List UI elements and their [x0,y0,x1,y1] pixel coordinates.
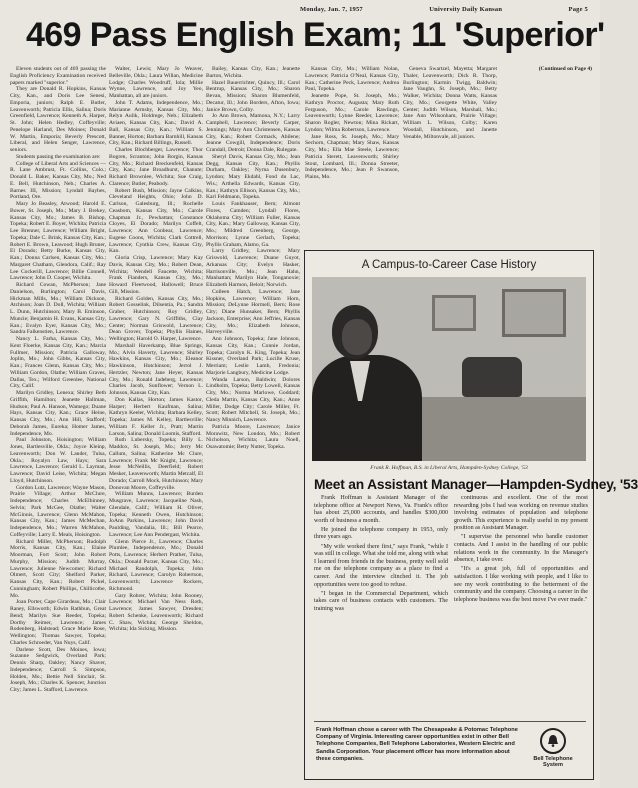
ad-headline: Meet an Assistant Manager—Hampden-Sydney, '53 [314,477,638,492]
article-paragraph: Don Kallas, Horton; James Kastor, Harper; Herbert Kaufman, Salina; Kathryn Keeler, Wichita; Barbara Kelley, Topeka; James M. Kelley, Bartlesville; William F. Keller Jr., Pratt; Martin Larson, Salina; Donald Loomis, Stafford. [109,396,203,437]
ad-footer-text: Frank Hoffman chose a career with The Chesapeake & Potomac Telephone Company of Virginia. Interesting career opportunities exist in other Bell Telephone Companies, Bell Telephone Laboratories, Western Electric and Sandia Corporation. Your placement officer has more information about these companies. [316,727,518,762]
article-paragraph: Mary Jo Beasley, Atwood; Harold E. Bower, St. Joseph, Mo.; Mary J. Brekey, Kansas City, Mo.; James B. Bishop, Topeka; Robert E. Boyer, Wichita; Patricia Lee Brenner, Lawrence; William Bright, Topeka; Dale C. Brink, Kansas City, Kan.; Robert E. Brown, Leawood; Hugh Bruner, El Dorado; Betty Burke, Kansas City, Kan.; Donna Carlsen, Kansas City, Mo.; Margaret Chatham, Glendora, Calif.; Ray Lee Cockerill, Lawrence; Billie Connell, Lawrence; John D. Cooper, Wichita. [10,201,106,282]
ad-paragraph: "It's a great job, full of opportunities and satisfaction. I like working with people, and I like to see my work contributing to the betterment of the community and the company. Choosing a career in the telephone business was the best move I've ever made." [454,566,588,603]
photo-caption: Frank R. Hoffman, B.S. in Liberal Arts, Hampden-Sydney College, '53 [370,465,528,471]
article-paragraph: Joan Porter, Cape Girardeau, Mo.; Clair Raney, Ellsworth; Edwin Rathbun, Great Bend; Marilyn Sue Reeder, Topeka; Dorthy Reimer, Lawrence; James Rodenberg, Halstead; Grace Marie Rose, Wellington; Thomas Sawyer, Topeka; Charles Schroeder, Van Nuys, Calif. [10,599,106,646]
article-paragraph: Ann Johnson, Topeka; Jane Johnson, Kansas City, Kan.; Connie Jordan, Topeka; Carolyn K. King, Topeka; Jean Kissner, Overland Park; Lucille Kruse, Merriam; Leslie Lamb, Fredonia; Marjorie Langbury, Medicine Lodge. [206,336,300,376]
ad-paragraph: continuous and excellent. One of the most rewarding jobs I had was working on revenue studies involving estimates of population and telephone growth. This experience is really useful in my present position as Assistant Manager. [454,495,588,532]
telephone-icon [462,357,522,397]
article-paragraph: Patricia Moore, Lawrence; Janice Morawitz, New London, Mo.; Robert Nicholson, Wichita; Laura Noell, Osawatomie; Betty Nutter, Topeka. [206,423,300,450]
ad-paragraph: "My wife worked there first," says Frank, "while I was still in college. What she told me, along with what I learned from friends in the business, pretty well sold me on the telephone company as a place to find a career. And the interview clinched it. The job opportunities were too good to refuse. [314,543,448,588]
portrait-photo [312,277,586,461]
article-paragraph: Glenn Pierce Jr., Lawrence; Charles Plumlee, Independence, Mo.; Donald Potts, Lawrence; Herbert Prather, Tulsa, Okla.; Donald Purzer, Kansas City, Mo.; Michael Randolph, Topeka; John Richard, Lawrence; Carolyn Robertson, Leavenworth; Lawrence Rockers, Richmond. [109,538,203,592]
article-column-5 [403,66,497,246]
ad-body-left [314,495,448,717]
article-column-2 [109,66,203,778]
article-paragraph: Jeanette Pope, St. Joseph, Mo.; Kathryn Proctor, Augusta; Mary Ruth Ferguson, Mo.; Carole Rawlings, Leavenworth; Lynne Reeder, Lawrence; Sharon Rogler, Newton; Mina Rickart, Lyndon; Wilma Robertson, Lawrence. [305,93,399,133]
ad-paragraph: Frank Hoffman is Assistant Manager of the telephone office at Newport News, Va. Frank's office has about 25,000 accounts, and handles $300,000 worth of business a month. [314,495,448,524]
article-paragraph: Bailey, Kansas City, Kan.; Jeanette Barton, Wichita. [206,66,300,79]
article-paragraph: Hazel Bauerrichter, Quincy, Ill.; Carol Bentrup, Kansas City, Mo.; Sharon Bevan, Mission; Sharon Blumenfeld, Decatur, Ill.; John Borders, Afton, Iowa; Janice Brown, Colby. [206,79,300,113]
paper-name: University Daily Kansan [429,6,503,13]
ad-paragraph: "I supervise the personnel who handle customer contacts. And I assist in the handling of our public relations work in the community. In the Manager's absence, I take over. [454,534,588,564]
article-column-6 [500,66,592,246]
article-paragraph: Richard Miller, McPherson; Rudolph Morris, Kansas City, Kan.; Elaine Moorman, Fort Scott; John Robert Murphy, Mission; Judith Murray, Lawrence; Julienne Newcomer; Richard Olmert, Scott City; Shelford Parker, Kansas City, Kan.; Robert Pickel, Cunningham; Robert Phillips, Chillicothe, Mo. [10,538,106,599]
issue-date: Monday, Jan. 7, 1957 [300,6,363,13]
article-paragraph: Eleven students out of 469 passing the English Proficiency Examination received papers marked "superior." [10,66,106,86]
ad-paragraph: "I began in the Commercial Department, which takes care of business contacts with customers. The training was [314,590,448,612]
article-paragraph: Gloria Crisp, Lawrence; Mary Kay Davis, Kansas City, Mo.; Robert Dean, Wichita; Wendell Faucette, Wichita; Frank Flanders, Kansas City, Mo.; Howard Fleetwood, Hallowell; Bruce Gill, Mission. [109,255,203,295]
article-paragraph: Gordon Lutz, Lawrence; Wayne Mason, Prairie Village; Arthur McClure, Independence; Charles McElhinney, Selvin; Park McGee, Olathe; Walter McGinnis, Lawrence; Glenn McMahon, Kansas City, Kan.; James McMechan, Independence, Mo.; Warren McMahon, Coffeyville; Larry E. Meals, Hoisington. [10,484,106,538]
ad-title: A Campus-to-Career Case History [361,259,537,271]
article-paragraph: John T. Adams, Independence, Mo.; Marianne Armsby, Kansas City, Mo.; Relyn Aulik, Holdrege, Neb.; Elizabeth Aviaen, Kansas City, Kan.; David A. Ball, Kansas City, Kan.; William S. Banner, Horton; Barbara Barnhill, Kansas City, Kan.; Richard Billings, Russell. [109,99,203,147]
article-paragraph: Walter, Lewis; Mary Jo Weaver, Belleville, Okla.; Laura Willan, Medicine Lodge; Charles Woodruff, Iola; Millie Wynne, Lawrence, and Joy Yeo, Manhattan, all are juniors. [109,66,203,99]
article-paragraph: Gary Rohrer, Wichita; John Rooney, Lawrence; Michael Van Ness Roth, Lawrence; James Sawyer, Dresden; Robert Schenke, Leavenworth; Richard C. Shaw, Wichita; George Sheldon, Wichita; Ida Sicking, Mission. [109,592,203,633]
wall-picture [432,295,476,331]
article-paragraph: Marilyn Gridley, Lenexa; Shirley Beth Griffith, Hamilton; Jeanette Hallman, Hudson; Paul A. Hanson, Wamego; Duane Hays, Kansas City, Kan.; Grace Heine, Kansas City, Mo.; Ann Hill, Stafford; Deborah James, Eureka; Homer James, Independence, Mo. [10,390,106,437]
article-paragraph: William Munns, Lawrence; Burden Musgrave, Lawrence; Jacqueline Nash, Glendale, Calif.; William H. Oliver, Topeka; Kenneth Owen, Hutchinson; JoAnn Parkins, Lawrence; John David Paulding, Vandalia, Ill.; Bill Pearce, Lawrence; Lee Ann Pendergast, Wichita. [109,491,203,538]
bell-system-logo [526,728,580,769]
article-paragraph: Paul Johnston, Hoisington; William Jones, Bartlesville, Okla.; Joyce Kleinp, Leavenworth; Don W. Lander, Tulsa, Okla.; Royalyn Law, Hays; Sara Lawrence, Lawrence; Gerald L. Layman, Lawrence; David Leise, Wichita; Megan Lloyd, Hutchinson. [10,437,106,484]
bell-icon [540,728,566,754]
article-paragraph: Jane Ross, St. Joseph, Mo.; Mary Sechorn, Chapman; Mary Shaw, Kansas City, Mo.; Ella Mae Steele, Lawrence; Patricia Sterett, Leavenworth; Shirley Stout, Lombard, Ill.; Donna Streeter, Independence, Mo.; Jean P. Swanson, Plains, Mo. [305,133,399,180]
article-paragraph: Sheryl Davis, Kansas City, Mo.; Jean Degg, Kansas City, Kan.; Phyllis Durham, Oakley; Nyrna Dusenbury, Lyndon; Mary Ekdahl, Fond du Lac, Wis.; Arthella Edwards, Kansas City, Kan.; Kathryn Ellison, Kansas City, Mo.; Karl Feldmann, Topeka. [206,153,300,201]
article-paragraph: Nancy L. Farha, Kansas City, Mo.; Kent Floerke, Kansas City, Kan.; Marcia Fullmer, Mission; Patricia Galloway, Joplin, Mo.; John Gibbs, Kansas City, Kan.; Frances Glenn, Kansas City, Mo.; William Gordon, Olathe; William Graves, Dallas, Tex.; Wilford Greenlee, National City, Calif. [10,336,106,390]
bell-telephone-advertisement [304,250,638,780]
ad-paragraph: He joined the telephone company in 1953, only three years ago. [314,526,448,541]
article-paragraph: Louis Fankhauser, Bern; Almont Flores, Camden; Lyndall Flores, Oklahoma City; William Fuller, Kansas City, Kan.; Mary Galloway, Kansas City, Mo.; Mildred Greenberg, George, Morrison; Lynne Gerlach, Topeka; Phyllis Graham, Alamo, Ga. [206,201,300,248]
page-headline: 469 Pass English Exam; 11 'Superior' [26,16,605,54]
running-head [300,6,588,13]
article-paragraph: Marshall Haverkamp, Blue Springs, Mo.; Alvin Haverty, Lawrence; Shirley Hawkins, Kansas City, Mo.; Eleanor Hawkinson, Hutchinson; Jerrol J. Hertzler, Newton; Jane Heyer, Kansas City, Mo.; Ronald Jadeberg, Lawrence; Charles Jacob, Sunflower; Vernon L. Johnson, Kansas City, Kan. [109,342,203,396]
article-paragraph: Ruth Lubersky, Topeka; Billy L. Maddox, St. Joseph, Mo.; Jerry Mc Callum, Salina; Katherine Mc Clure, Lawrence; Frank Mc Knight, Lawrence; Jesse McNeillis, Deerfield; Robert Mesker, Leavenworth; Martin Metcalf, El Dorado; Carroll Mock, Hutchinson; Mary Donovan Moore, Coffeyville. [109,437,203,491]
article-paragraph: Wanda Larson, Baldwin; Dolores Lindholm, Topeka; Betty Lowell, Kansas City, Mo.; Norma Marlowe, Goddard; Cleda Martin, Kansas City, Kan.; Anne Miller, Dodge City; Carole Miller, Ft. Scott; Robert Mitchell, St. Joseph, Mo.; Nancy Minnich, Lawrence. [206,376,300,423]
article-paragraph: Colleen Hatch, Lawrence; Jane Hopkins, Lawrence; William Horn, Mission; DeLynne Hormell, Bern; Rose City; Diane Hunsaker, Bern; Phyllis Jackson, Enterprise; Ann Jeffries, Kansas City, Mo.; Elizabeth Johnson, Harveyville. [206,288,300,336]
ad-body-right [454,495,588,717]
article-paragraph: Larry Gridley, Lawrence; Mary Griswold, Lawrence; Duane Guyot, Arkansas City; Evelyn Hasker, Harrisonville, Mo.; Jean Hahn, Manhattan; Marilyn Hale, Tonganoxie; Elizabeth Harmon, Beloit; Norwich. [206,248,300,288]
article-paragraph: Kansas City, Mo.; William Nolan, Lawrence; Patricia O'Neal, Kansas City, Kan.; Catherine Peck, Lawrence; Andrea Paul, Topeka. [305,66,399,93]
article-paragraph: Charles Blochberger, Lawrence; Thor Bogren, Scranton; John Borgin, Kansas City, Mo.; Richard Breckenfeld, Kansas City, Kan.; Jane Broadhurst, Chanute; Richard Brownlee, Wichita; Sue Craig, Clarence; Butler, Peabody. [109,147,203,187]
article-paragraph: Robert Bush, Mission; Jayne Calkins, Cleveland Heights, Ohio; John D. Carlson, Galesburg, Ill.; Rochelle Ceasbom, Kansas City, Mo.; Carole Chapman Jr., Pewhattan; Constance Cloyes, El Dorado; Marilyn Coffelt, Lawrence; Ann Conbear, Lawrence; Eugene Coons, Wichita; Clark Cottrell, Lawrence; Cynthia Crew, Kansas City, Kan. [109,187,203,255]
article-paragraph: (Continued on Page 4) [538,66,592,72]
bell-system-label: Bell Telephone System [533,756,573,769]
article-paragraph: Richard Golden, Kansas City, Mo.; Robert Gosselink, Dilsentia, Pa.; Sandra Graber, Hutchinson; Roy Gridley, Lawrence; Gary N. Griffiths, Clay Center; Norman Griswold, Lawrence; Dean Grover, Topeka; Phyllis Haines, Wellington; Harold O. Harper, Lawrence. [109,295,203,342]
article-paragraph: Jo Ann Brown, Mamona, N.Y.; Larry Campbell, Lawrence; Beverly Carper, Jennings; Mary Ann Christensen, Kansas City, Kan.; Robert Cormack, Abilene; Jeanne Cowgill, Independence; Doris Crandall, Detroit; Donna Dale, Rulegate. [206,113,300,153]
article-paragraph: Darlene Scott, Des Moines, Iowa; Suzanne Sedgwick, Overland Park; Dennis Sharp, Oakley; Nancy Shaver, Independence; Carroll S. Simpson, Holden, Mo.; Bettie Nell Sinclair, St. Joseph, Mo.; Charles K. Spencer, Junction City; James L. Stafford, Lawrence. [10,646,106,693]
article-column-3 [206,66,300,778]
article-paragraph: They are Donald R. Hopkins, Kansas City, Kan., and Doris Lee Senesi, Emporia, juniors; Ralph E. Butler, Leavenworth; Patricia Ellis, Salina; Doris Greenfield, Lawrence; Kenneth A. Harper, St. John; Helen Hedley, Coffeyville; Penelope Harland, Des Moines; Donald W. Martin, Emporia; Beverly Prescott, Liberal, and Helen Senger, Lawrence, seniors. [10,86,106,153]
article-paragraph: College of Liberal Arts and Sciences — R. Lane Ambrust, Ft. Collins, Colo.; Donald L. Baker, Kansas City, Mo.; Ned E. Bell, Hutchinson, Neb.; Charles A. Barnes III, Mission; Lyndall Baybes, Portland, Ore. [10,160,106,201]
article-paragraph: Richard Cowan, McPherson; Jane Danielson, Burlington; Carol Davis, Hickman Mills, Mo.; William Dickson, Atchison; Joan D. Doll, Wichita; William L. Dunn, Hutchinson; Mary B. Eminson, Muncie; Benjamin H. Evans, Kansas City, Kan.; Evalyn Eyer, Kansas City, Mo.; Sandra Falkenstien, Lawrence. [10,282,106,336]
article-column-4 [305,66,399,246]
wall-picture [502,289,566,337]
ad-footer [314,721,586,773]
article-column-1 [10,66,106,778]
article-paragraph: Students passing the examination are: [16,153,101,160]
article-paragraph: Geneva Swartzel, Mayetta; Margaret Thaler, Leavenworth; Dick R. Thorp, Burlington; Karmin Twigg, Baldwin; Jane Vaughn, St. Joseph, Mo.; Betty Walker, Wichita; Donna Watts, Kansas City, Mo.; Georgette White, Valley Center; Judith Wilson, Marshall, Mo.; Jane Ann Wilsonham, Prairie Village; William L. Wilson, Colby; Karen Woodall, Hutchinson, and Janette Venable, Miltonvale, all juniors. [403,66,497,140]
page-number: Page 5 [568,6,588,13]
